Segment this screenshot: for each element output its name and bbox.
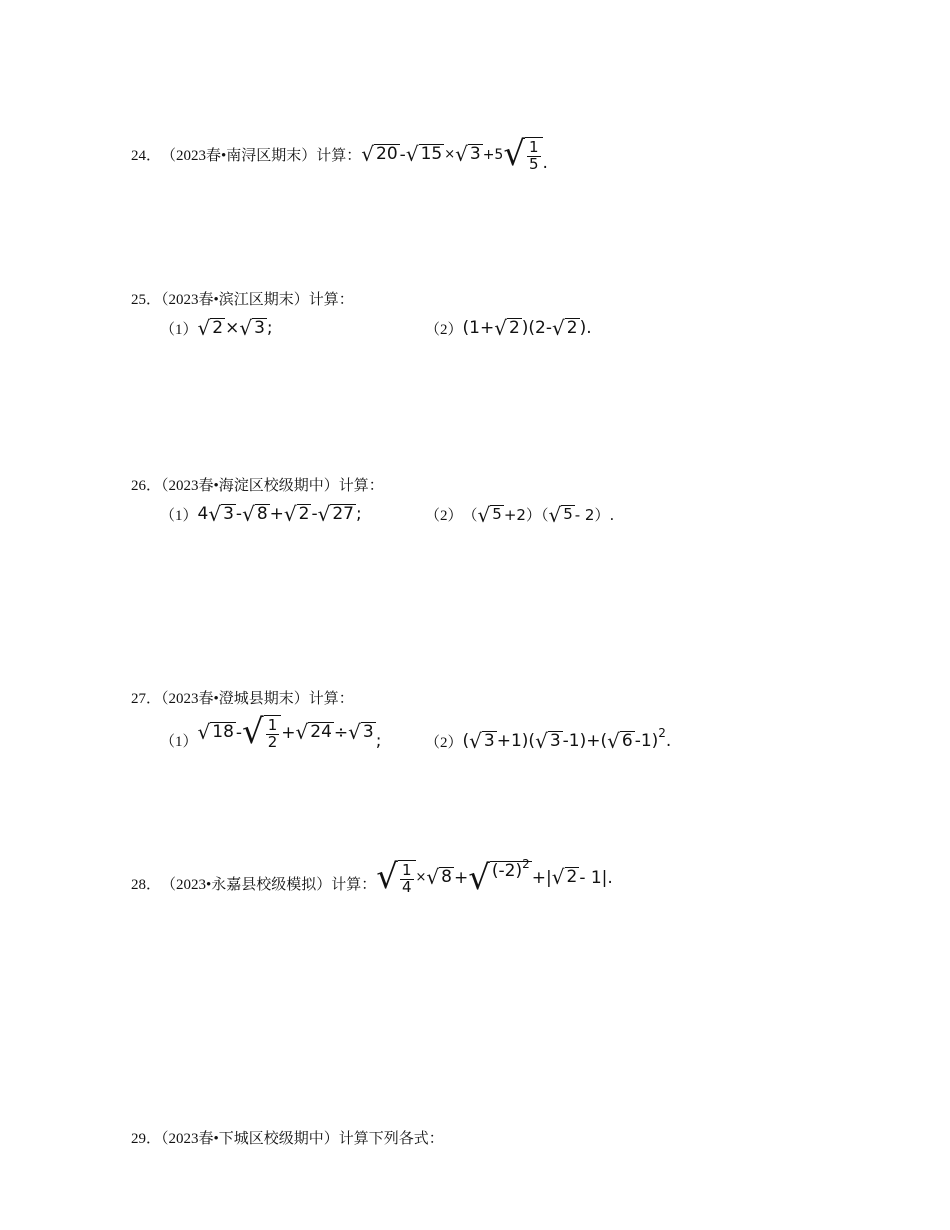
- sqrt-fraction: √ $\frac{1}{2}$: [242, 715, 281, 751]
- expr-text: ): [579, 318, 587, 339]
- terminator: ;: [266, 318, 273, 339]
- part-label: （2）: [425, 322, 463, 338]
- part-label: （1）: [160, 733, 198, 750]
- coefficient: 4: [197, 504, 209, 525]
- terminator: .: [542, 152, 548, 173]
- expr-text: +1)(: [496, 731, 536, 752]
- expression: [462, 726, 672, 754]
- question-source: （2023春•滨江区期末）计算：: [161, 292, 354, 308]
- sqrt-18: √ 18: [197, 720, 234, 745]
- question-source: （2023春•海淀区校级期中）计算：: [161, 478, 384, 494]
- sqrt-2: √ 2: [197, 316, 224, 341]
- sqrt-3: √ 3: [455, 142, 481, 167]
- sqrt-3: √ 3: [208, 502, 234, 527]
- operator: +: [281, 722, 296, 743]
- part-label: （1）: [160, 322, 198, 338]
- expr-text: - 1|: [579, 867, 608, 888]
- expr-text: - 2）: [574, 506, 610, 524]
- sqrt-2: √ 2: [552, 316, 578, 341]
- sqrt-24: √ 24: [295, 720, 332, 745]
- question-number: 26．: [131, 478, 162, 494]
- expr-text: （: [462, 506, 478, 524]
- sqrt-fraction: √ $\frac{1}{5}$: [503, 137, 542, 173]
- terminator: .: [586, 318, 592, 339]
- expr-text: +2）（: [503, 506, 549, 524]
- terminator: ;: [356, 504, 362, 525]
- q26-part-2: [425, 504, 614, 525]
- operator: -: [235, 722, 243, 743]
- sqrt-6: √ 6: [607, 729, 633, 754]
- expr-text: -1): [634, 731, 659, 752]
- operator: -: [311, 504, 318, 525]
- operator: ×: [225, 318, 240, 339]
- q27-part-2: [425, 726, 672, 754]
- expr-text: (1+: [462, 318, 495, 339]
- sqrt-2: √ 2: [551, 865, 578, 890]
- question-number: 29．: [131, 1131, 162, 1147]
- expr-text: )(2-: [521, 318, 553, 339]
- sqrt-3: √ 3: [469, 729, 495, 754]
- operator: +: [269, 504, 284, 525]
- operator: -: [399, 144, 406, 165]
- terminator: .: [609, 505, 615, 524]
- operator: -: [235, 504, 243, 525]
- operator: ÷: [333, 722, 349, 743]
- sqrt-8: √ 8: [242, 502, 268, 527]
- terminator: .: [607, 867, 613, 888]
- sqrt-5: √ 5: [548, 502, 573, 527]
- sqrt-square: √ $(-2)^2$: [468, 856, 530, 898]
- terminator: ;: [375, 730, 382, 751]
- question-source: （2023•永嘉县校级模拟）计算：: [161, 877, 377, 894]
- expr-text: (: [462, 731, 470, 752]
- terminator: .: [665, 731, 672, 752]
- q25-part-2: [425, 318, 592, 339]
- expression: [198, 504, 362, 525]
- question-26: [131, 474, 384, 495]
- expression: [361, 134, 548, 174]
- part-label: （2）: [425, 508, 463, 524]
- question-number: 25．: [131, 292, 162, 308]
- operator: +: [453, 867, 469, 888]
- sqrt-20: √ 20: [361, 142, 398, 167]
- sqrt-2: √ 2: [283, 502, 310, 527]
- question-number: 28．: [131, 877, 162, 894]
- sqrt-8: √ 8: [426, 865, 452, 890]
- question-28: [131, 856, 613, 898]
- question-source: （2023春•南浔区期末）计算：: [161, 148, 362, 165]
- operator: +|: [531, 867, 552, 888]
- q26-part-1: [160, 504, 362, 525]
- exponent: 2: [658, 726, 666, 741]
- sqrt-27: √ 27: [317, 502, 354, 527]
- part-label: （1）: [160, 508, 198, 524]
- sqrt-5: √ 5: [477, 502, 502, 527]
- question-source: （2023春•澄城县期末）计算：: [161, 691, 354, 707]
- q27-part-1: [160, 712, 382, 752]
- question-number: 27．: [131, 691, 162, 707]
- expression: [463, 504, 615, 525]
- operator: ×: [444, 147, 456, 163]
- expression: [198, 318, 273, 339]
- question-24: [131, 134, 548, 174]
- question-29: [131, 1127, 444, 1148]
- question-number: 24．: [131, 148, 162, 165]
- sqrt-2: √ 2: [494, 316, 520, 341]
- expression: [376, 856, 613, 898]
- expression: [197, 712, 382, 752]
- operator: +5: [482, 146, 504, 163]
- part-label: （2）: [425, 735, 463, 751]
- question-25: [131, 288, 354, 309]
- expression: [463, 318, 592, 339]
- operator: ×: [415, 870, 427, 886]
- q25-part-1: [160, 318, 273, 339]
- question-source: （2023春•下城区校级期中）计算下列各式：: [161, 1131, 444, 1147]
- expr-text: -1)+(: [562, 731, 608, 752]
- question-27: [131, 687, 354, 708]
- sqrt-3: √ 3: [348, 720, 374, 745]
- sqrt-15: √ 15: [405, 142, 443, 167]
- sqrt-3: √ 3: [239, 316, 265, 341]
- sqrt-3: √ 3: [535, 729, 561, 754]
- sqrt-fraction: √ $\frac{1}{4}$: [376, 860, 415, 896]
